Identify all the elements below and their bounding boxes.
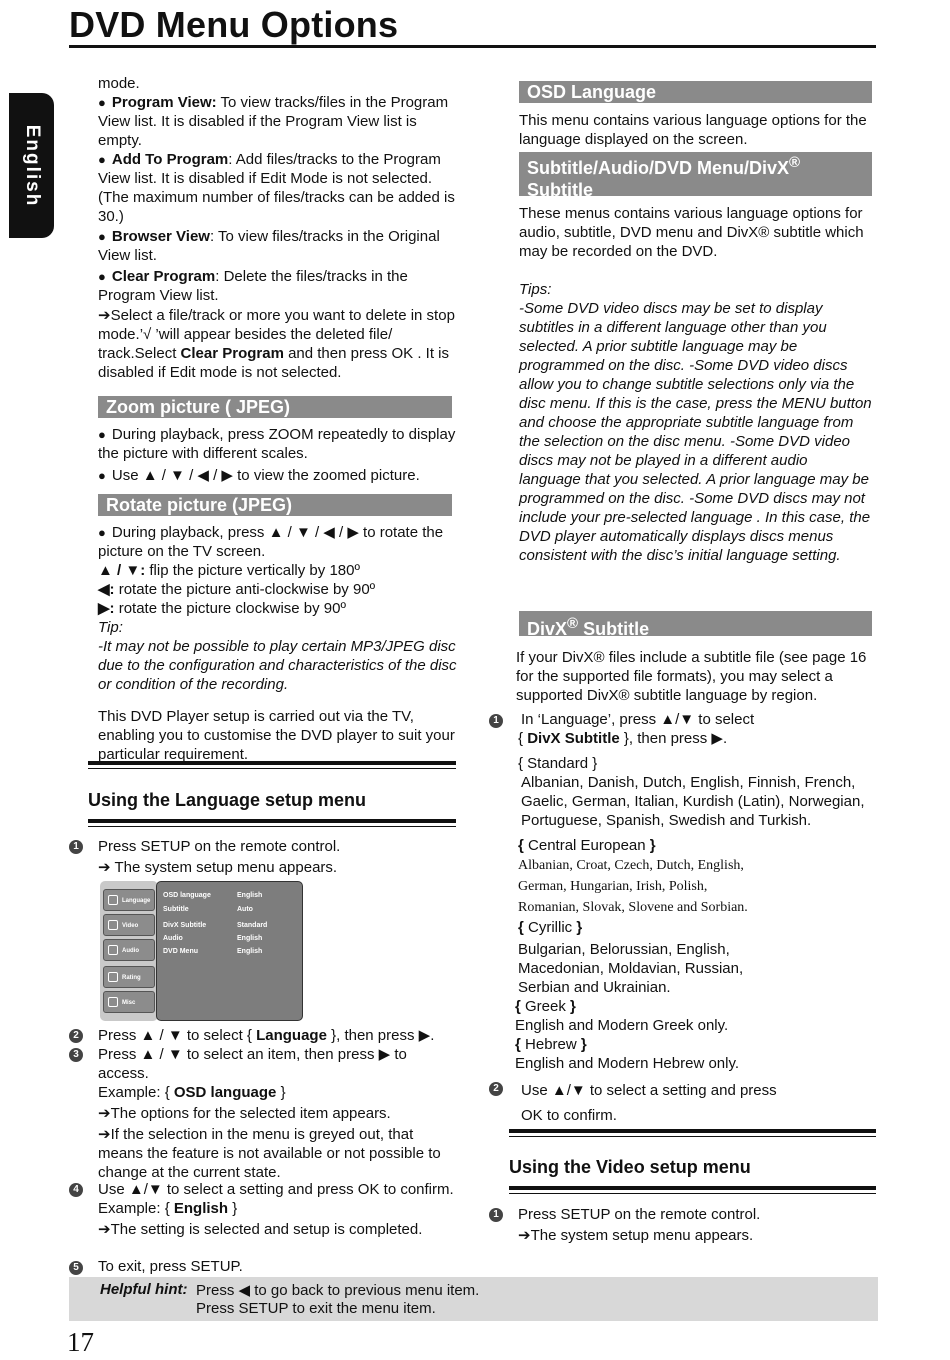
tips-text: -Some DVD video discs may be set to display subtitles in a different language other than you selected. A prior subtitle language may be programmed on the disc. -Some DVD video discs allow you to change subtitle selections only via the disc menu. If this is the case, press the MENU button and choose the appropriate subtitle language from the selection on the disc menu. -Some DVD video discs may not be played in a different audio language that you selected. A prior language may be programmed on the disc. -Some DVD discs may not include your pre-selected language . In this case, the DVD player automatically displays discs menus consistent with the disc’s initial language setting. bbox=[519, 300, 872, 564]
menu-row-label: DivX Subtitle bbox=[163, 922, 207, 929]
menu-tab-misc: Misc bbox=[103, 991, 155, 1013]
step-3-result-1: ➔The options for the selected item appears. bbox=[98, 1105, 391, 1122]
misc-icon bbox=[108, 997, 118, 1007]
menu-row-label: DVD Menu bbox=[163, 948, 198, 955]
step-4-result: ➔The setting is selected and setup is completed. bbox=[98, 1221, 423, 1238]
subtitle-audio-header: Subtitle/Audio/DVD Menu/DivX® Subtitle bbox=[519, 152, 872, 196]
lock-icon bbox=[108, 972, 118, 982]
divx-subtitle-header: DivX® Subtitle bbox=[519, 611, 872, 636]
step-number-3: 3 bbox=[69, 1048, 83, 1062]
helpful-hint-line-2: Press SETUP to exit the menu item. bbox=[196, 1300, 436, 1317]
video-icon bbox=[108, 920, 118, 930]
step-number-5: 5 bbox=[69, 1261, 83, 1275]
cyrillic-label: { Cyrillic } bbox=[518, 919, 583, 936]
zoom-step-1: ● During playback, press ZOOM repeatedly to display the picture with different scales. bbox=[98, 425, 458, 463]
menu-tab-audio: Audio bbox=[103, 939, 155, 961]
osd-language-text: This menu contains various language options for the language displayed on the screen. bbox=[519, 112, 867, 148]
video-step-1 bbox=[518, 1205, 878, 1245]
mode-text: mode. bbox=[98, 75, 140, 92]
video-step-number-1: 1 bbox=[489, 1208, 503, 1222]
rotate-flip: ▲ / ▼: flip the picture vertically by 180º bbox=[98, 562, 360, 579]
standard-languages: Albanian, Danish, Dutch, English, Finnish, French, Gaelic, German, Italian, Kurdish (Latin), Norwegian, Portuguese, Spanish, Swedish and Turkish. bbox=[521, 774, 865, 829]
step-5-text: To exit, press SETUP. bbox=[98, 1258, 243, 1275]
rotate-clockwise: ▶: rotate the picture clockwise by 90º bbox=[98, 600, 346, 617]
zoom-section bbox=[98, 425, 458, 485]
left-column-top bbox=[98, 74, 458, 382]
language-setup-heading: Using the Language setup menu bbox=[88, 790, 367, 810]
step-number-1: 1 bbox=[69, 840, 83, 854]
menu-row-value: English bbox=[237, 935, 263, 942]
language-side-tab bbox=[9, 93, 54, 238]
menu-tab-video: Video bbox=[103, 914, 155, 936]
hebrew-languages: English and Modern Hebrew only. bbox=[515, 1055, 740, 1072]
title-rule bbox=[69, 45, 876, 48]
divx-intro: If your DivX® files include a subtitle file (see page 16 for the supported file formats), you may select a supported DivX® subtitle language by region. bbox=[516, 649, 867, 704]
program-view-item: ● Program View: To view tracks/files in the Program View list. It is disabled if the Program View list is empty. bbox=[98, 93, 458, 150]
step-2-text: Press ▲ / ▼ to select { Language }, then press ▶. bbox=[98, 1027, 435, 1044]
zoom-picture-header: Zoom picture ( JPEG) bbox=[98, 396, 452, 418]
menu-row-value: Standard bbox=[237, 922, 268, 929]
hebrew-label: { Hebrew } bbox=[515, 1036, 587, 1053]
clear-program-note: ➔Select a file/track or more you want to delete in stop mode.’√ ’will appear besides the deleted file/ track.Select Clear Program and then press OK . It is disabled if Edit mode is not selected. bbox=[98, 307, 455, 381]
rotate-picture-header: Rotate picture (JPEG) bbox=[98, 494, 452, 516]
step-number-4: 4 bbox=[69, 1183, 83, 1197]
divx-step-1 bbox=[515, 710, 878, 1073]
section-rule bbox=[509, 1129, 876, 1137]
page-title: DVD Menu Options bbox=[69, 4, 399, 45]
cyrillic-languages: Bulgarian, Belorussian, English, Macedonian, Moldavian, Russian, Serbian and Ukrainian. bbox=[518, 941, 744, 996]
side-tab-label: English bbox=[21, 124, 43, 207]
step-1 bbox=[98, 837, 458, 877]
helpful-hint-box bbox=[69, 1277, 878, 1321]
step-1-result: ➔ The system setup menu appears. bbox=[98, 859, 338, 876]
step-3-result-2: ➔If the selection in the menu is greyed out, that means the feature is not available or not possible to change at the current state. bbox=[98, 1126, 441, 1181]
page-number: 17 bbox=[67, 1327, 94, 1357]
step-1-text: Press SETUP on the remote control. bbox=[98, 838, 341, 855]
setup-menu-screenshot bbox=[100, 881, 303, 1021]
speaker-icon bbox=[108, 945, 118, 955]
menu-row-value: English bbox=[237, 948, 263, 955]
video-step-1-text: Press SETUP on the remote control. bbox=[518, 1206, 761, 1223]
greek-languages: English and Modern Greek only. bbox=[515, 1017, 729, 1034]
tip-label: Tip: bbox=[98, 619, 123, 636]
menu-tab-language: Language bbox=[103, 889, 155, 911]
setup-intro: This DVD Player setup is carried out via the TV, enabling you to customise the DVD player to suit your particular requirement. bbox=[98, 708, 455, 763]
subtitle-audio-section bbox=[519, 204, 879, 565]
clear-program-item: ● Clear Program: Delete the files/tracks in the Program View list. bbox=[98, 267, 458, 305]
step-4-example: Example: { English } bbox=[98, 1200, 238, 1217]
browser-view-item: ● Browser View: To view files/tracks in the Original View list. bbox=[98, 227, 458, 265]
menu-tab-rating: Rating bbox=[103, 966, 155, 988]
step-4 bbox=[98, 1180, 458, 1239]
menu-row-label: OSD language bbox=[163, 892, 211, 899]
tip-text: -It may not be possible to play certain MP3/JPEG disc due to the configuration and characteristics of the disc or condition of the recording. bbox=[98, 638, 457, 693]
menu-row-label: Subtitle bbox=[163, 906, 189, 913]
menu-options-panel bbox=[156, 881, 303, 1021]
central-european-languages: Albanian, Croat, Czech, Dutch, English, German, Hungarian, Irish, Polish, Romanian, Slovak, Slovene and Sorbian. bbox=[518, 858, 748, 915]
tips-label: Tips: bbox=[519, 281, 552, 298]
section-rule bbox=[88, 819, 456, 827]
divx-step-2-text: Use ▲/▼ to select a setting and press OK to confirm. bbox=[521, 1082, 777, 1124]
step-4-text: Use ▲/▼ to select a setting and press OK to confirm. bbox=[98, 1181, 454, 1198]
step-3-example: Example: { OSD language } bbox=[98, 1084, 286, 1101]
divx-step-1-select: { DivX Subtitle }, then press ▶. bbox=[518, 730, 728, 747]
helpful-hint-label: Helpful hint: bbox=[100, 1281, 188, 1298]
divx-step-1-text: In ‘Language’, press ▲/▼ to select bbox=[521, 711, 755, 728]
menu-row-value: Auto bbox=[237, 906, 253, 913]
steps-2-3 bbox=[98, 1026, 458, 1182]
helpful-hint-line-1: Press ◀ to go back to previous menu item. bbox=[196, 1282, 480, 1299]
language-icon bbox=[108, 895, 118, 905]
menu-row-value: English bbox=[237, 892, 263, 899]
step-number-2: 2 bbox=[69, 1029, 83, 1043]
step-3-text: Press ▲ / ▼ to select an item, then press ▶ to access. bbox=[98, 1046, 407, 1082]
subtitle-audio-text: These menus contains various language options for audio, subtitle, DVD menu and DivX® subtitle which may be recorded on the DVD. bbox=[519, 205, 864, 260]
menu-tab-panel bbox=[100, 881, 158, 1021]
video-step-1-result: ➔The system setup menu appears. bbox=[518, 1227, 754, 1244]
osd-language-header: OSD Language bbox=[519, 81, 872, 103]
central-european-label: { Central European } bbox=[518, 837, 656, 854]
rotate-section bbox=[98, 523, 460, 764]
greek-label: { Greek } bbox=[515, 998, 576, 1015]
section-rule bbox=[88, 761, 456, 769]
divx-step-number-1: 1 bbox=[489, 714, 503, 728]
standard-label: { Standard } bbox=[518, 755, 598, 772]
zoom-step-2: ● Use ▲ / ▼ / ◀ / ▶ to view the zoomed picture. bbox=[98, 466, 458, 485]
divx-step-number-2: 2 bbox=[489, 1082, 503, 1096]
video-setup-heading: Using the Video setup menu bbox=[509, 1157, 751, 1177]
section-rule bbox=[509, 1186, 876, 1194]
rotate-anticlockwise: ◀: rotate the picture anti-clockwise by 90º bbox=[98, 581, 376, 598]
rotate-step-1: ● During playback, press ▲ / ▼ / ◀ / ▶ to rotate the picture on the TV screen. bbox=[98, 523, 460, 561]
add-to-program-item: ● Add To Program: Add files/tracks to the Program View list. It is disabled if Edit Mode is not selected. (The maximum number of files/tracks can be added is 30.) bbox=[98, 150, 458, 226]
menu-row-label: Audio bbox=[163, 935, 183, 942]
